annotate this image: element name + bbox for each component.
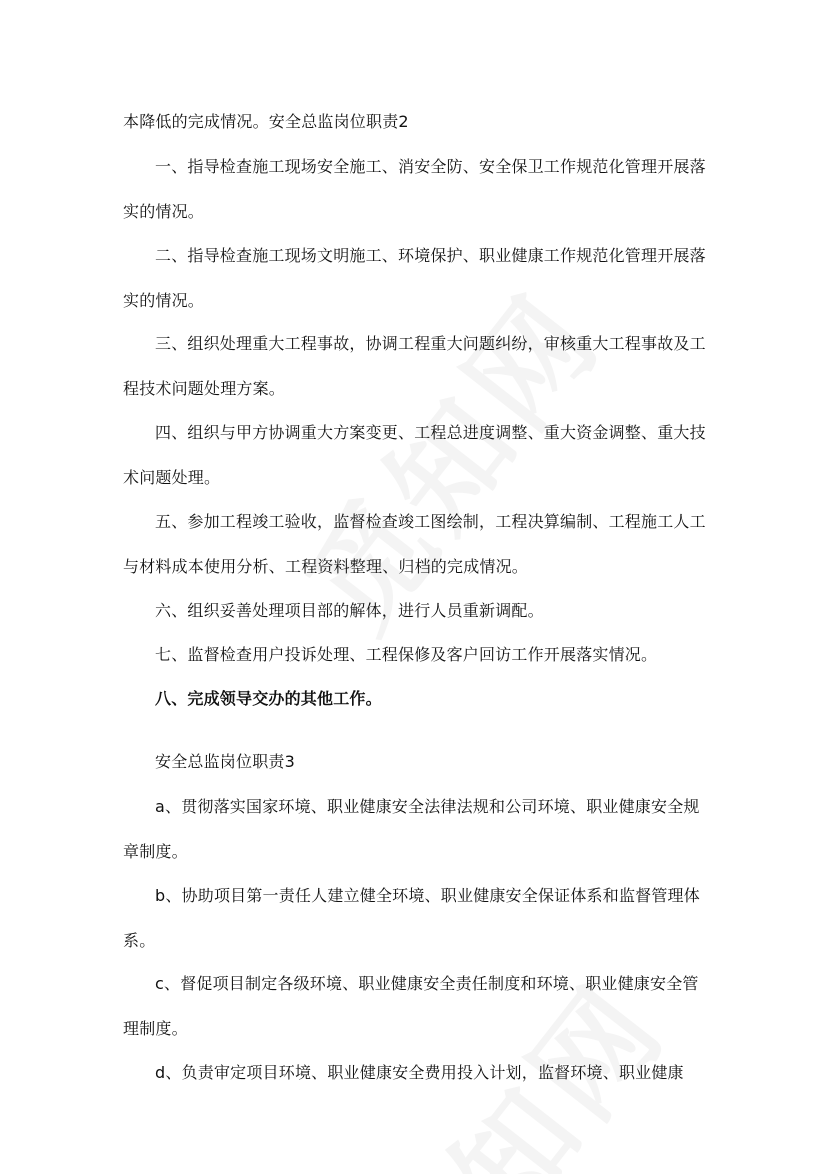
paragraph-continuation: 本降低的完成情况。安全总监岗位职责2 <box>123 112 409 131</box>
duty-item-a: a、贯彻落实国家环境、职业健康安全法律法规和公司环境、职业健康安全规章制度。 <box>123 797 700 861</box>
section-heading: 安全总监岗位职责3 <box>155 752 295 771</box>
duty-item-7: 七、监督检查用户投诉处理、工程保修及客户回访工作开展落实情况。 <box>155 645 658 664</box>
duty-item-4: 四、组织与甲方协调重大方案变更、工程总进度调整、重大资金调整、重大技术问题处理。 <box>123 423 706 487</box>
duty-item-1: 一、指导检查施工现场安全施工、消安全防、安全保卫工作规范化管理开展落实的情况。 <box>123 157 706 221</box>
duty-item-b: b、协助项目第一责任人建立健全环境、职业健康安全保证体系和监督管理体系。 <box>123 886 700 950</box>
duty-item-c: c、督促项目制定各级环境、职业健康安全责任制度和环境、职业健康安全管理制度。 <box>123 974 699 1038</box>
duty-item-8: 八、完成领导交办的其他工作。 <box>155 689 382 708</box>
duty-item-6: 六、组织妥善处理项目部的解体，进行人员重新调配。 <box>155 601 544 620</box>
duty-item-2: 二、指导检查施工现场文明施工、环境保护、职业健康工作规范化管理开展落实的情况。 <box>123 246 706 310</box>
duty-item-3: 三、组织处理重大工程事故，协调工程重大问题纠纷，审核重大工程事故及工程技术问题处理方案。 <box>123 334 706 398</box>
duty-item-5: 五、参加工程竣工验收，监督检查竣工图绘制，工程决算编制、工程施工人工与材料成本使用分析、工程资料整理、归档的完成情况。 <box>123 512 706 576</box>
duty-item-d: d、负责审定项目环境、职业健康安全费用投入计划，监督环境、职业健康 <box>155 1063 684 1082</box>
